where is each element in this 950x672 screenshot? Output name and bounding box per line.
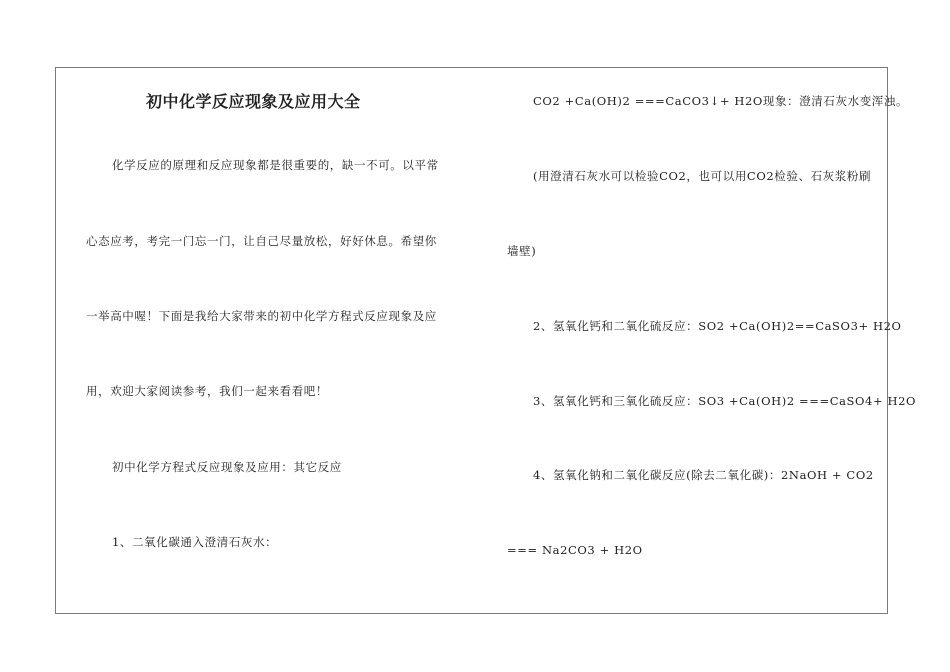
reaction-item-4-line-2: === Na2CO3 + H2O	[507, 543, 643, 557]
reaction-item-1: 1、二氧化碳通入澄清石灰水：	[112, 535, 278, 549]
document-title: 初中化学反应现象及应用大全	[146, 92, 361, 111]
left-paragraph-line-4: 用，欢迎大家阅读参考，我们一起来看看吧！	[86, 384, 328, 398]
left-paragraph-line-3: 一举高中喔！下面是我给大家带来的初中化学方程式反应现象及应	[86, 309, 437, 323]
application-note-line-1: (用澄清石灰水可以检验CO2，也可以用CO2检验、石灰浆粉刷	[533, 169, 872, 183]
reaction-item-4-line-1: 4、氢氧化钠和二氧化碳反应(除去二氧化碳)：2NaOH + CO2	[533, 468, 874, 482]
left-paragraph-line-2: 心态应考，考完一门忘一门，让自己尽量放松，好好休息。希望你	[86, 234, 437, 248]
page-frame	[55, 67, 888, 614]
application-note-line-2: 墙壁)	[507, 244, 537, 258]
section-heading: 初中化学方程式反应现象及应用：其它反应	[112, 460, 342, 474]
left-paragraph-line-1: 化学反应的原理和反应现象都是很重要的，缺一不可。以平常	[112, 158, 439, 172]
reaction-item-2: 2、氢氧化钙和二氧化硫反应：SO2 +Ca(OH)2==CaSO3+ H2O	[533, 319, 902, 333]
reaction-item-3: 3、氢氧化钙和三氧化硫反应：SO3 +Ca(OH)2 ===CaSO4+ H2O	[533, 394, 917, 408]
reaction-equation-1: CO2 +Ca(OH)2 ===CaCO3↓+ H2O现象：澄清石灰水变浑浊。	[533, 94, 909, 108]
